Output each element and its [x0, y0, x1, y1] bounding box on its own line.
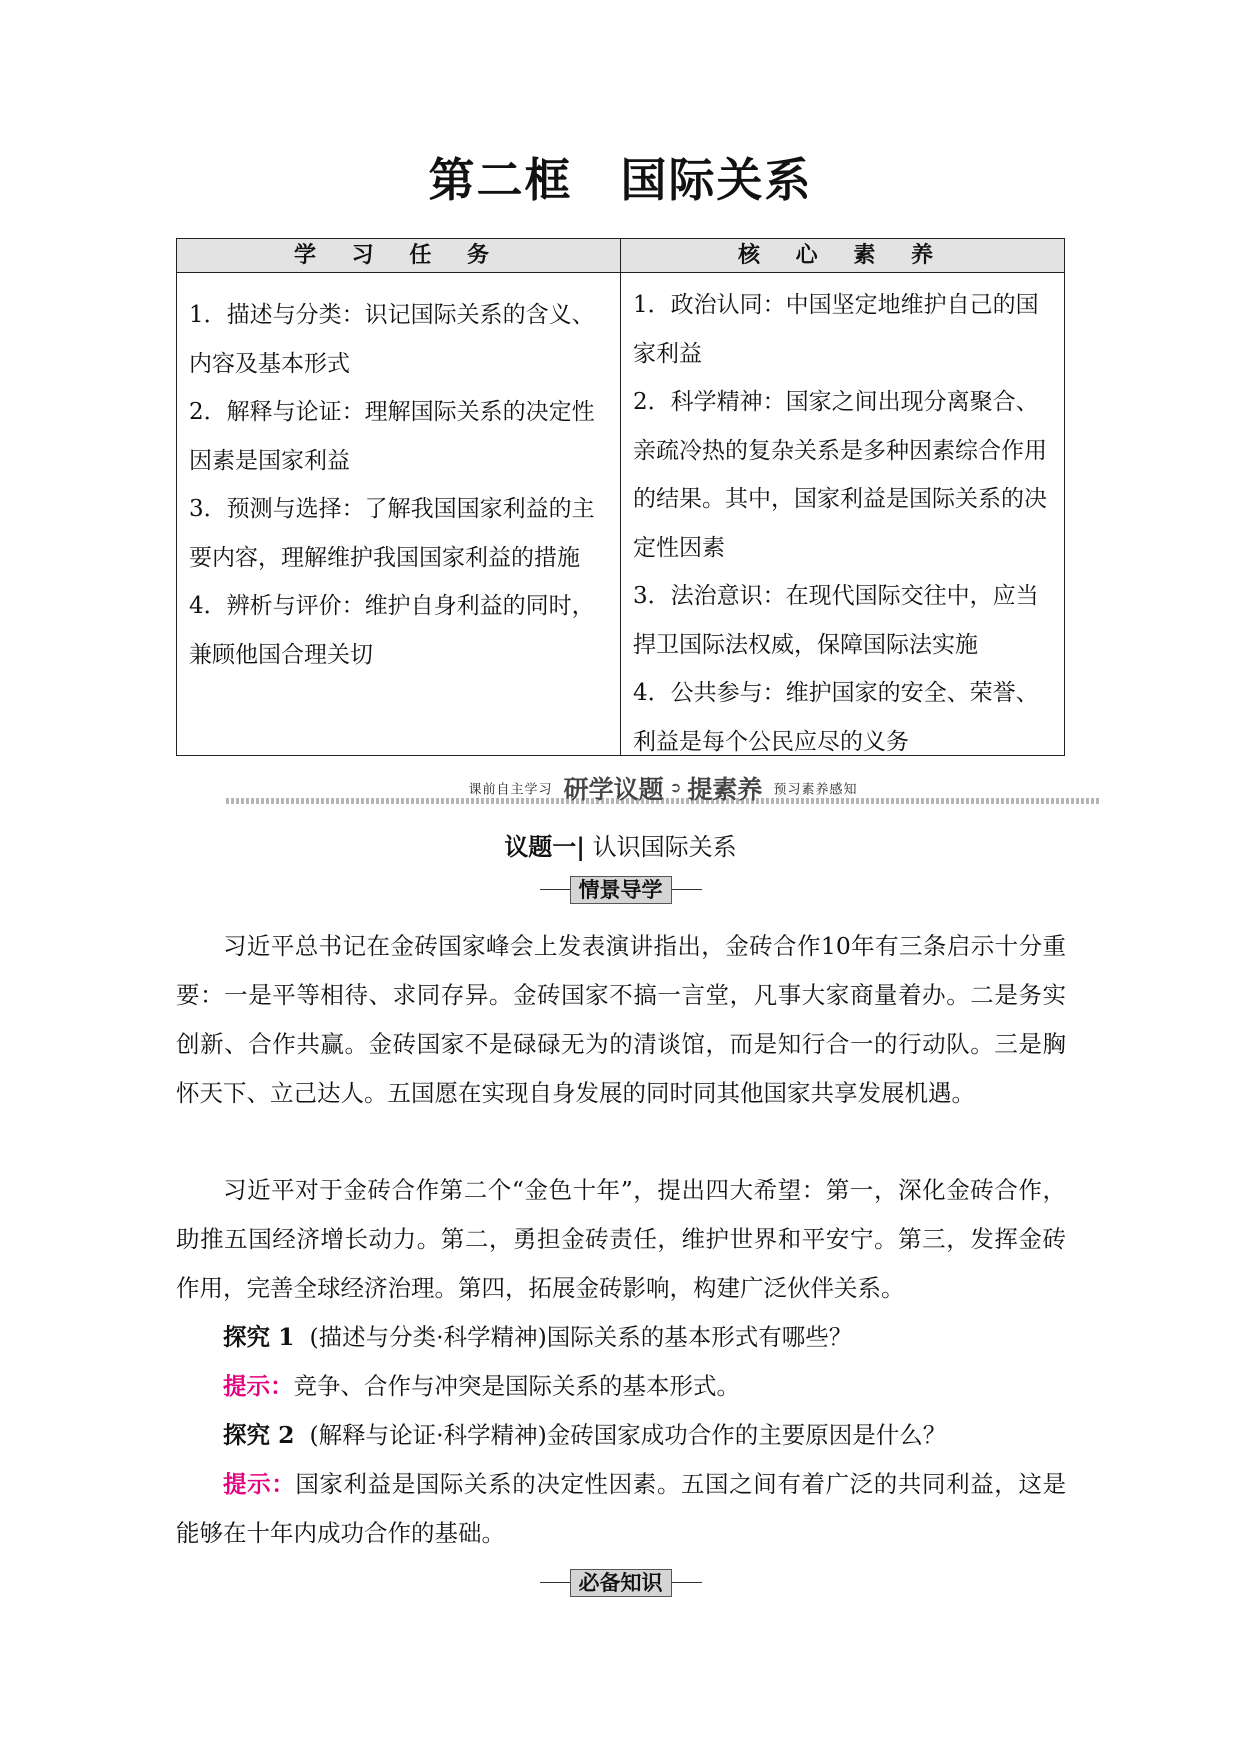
page-title: 第二框 国际关系	[428, 153, 813, 207]
core-literacy-column	[621, 273, 1064, 755]
learning-goals-table	[176, 238, 1065, 756]
badge-line-left	[540, 1582, 570, 1583]
question-label: 探究 2	[223, 1421, 295, 1449]
task-item: 4．辨析与评价：维护自身利益的同时，兼顾他国合理关切	[189, 593, 595, 668]
scenario-paragraph-1: 习近平总书记在金砖国家峰会上发表演讲指出，金砖合作10年有三条启示十分重要：一是平等相待、求同存异。金砖国家不搞一言堂，凡事大家商量着办。二是务实创新、合作共赢。金砖国家不是碌碌无为的清谈馆，而是知行合一的行动队。三是胸怀天下、立己达人。五国愿在实现自身发展的同时同其他国家共享发展机遇。	[176, 932, 1066, 1107]
scenario-badge	[0, 875, 1241, 905]
question-2	[176, 1411, 1066, 1460]
literacy-item: 4．公共参与：维护国家的安全、荣誉、利益是每个公民应尽的义务	[633, 680, 1039, 755]
literacy-item: 3．法治意识：在现代国际交往中，应当捍卫国际法权威，保障国际法实施	[633, 583, 1039, 658]
task-item: 2．解释与论证：理解国际关系的决定性因素是国家利益	[189, 399, 595, 474]
hint-1	[176, 1362, 1066, 1411]
header-core-literacy: 核 心 素 养	[738, 243, 947, 268]
band-left-caption: 课前自主学习	[468, 782, 553, 798]
band-main-right: 提素养	[687, 775, 763, 804]
hint-label: 提示：	[223, 1470, 296, 1498]
badge-line-right	[672, 1582, 702, 1583]
learning-tasks-column	[177, 273, 621, 755]
section-band	[226, 770, 1100, 804]
hint-text: 竞争、合作与冲突是国际关系的基本形式。	[293, 1372, 740, 1400]
question-label: 探究 1	[223, 1323, 295, 1351]
literacy-item: 2．科学精神：国家之间出现分离聚合、亲疏冷热的复杂关系是多种因素综合作用的结果。其中，国家利益是国际关系的决定性因素	[633, 389, 1047, 561]
hint-label: 提示：	[223, 1372, 294, 1400]
question-text: (解释与论证·科学精神)金砖国家成功合作的主要原因是什么？	[309, 1421, 947, 1449]
table-body	[177, 273, 1064, 755]
header-learning-tasks: 学 习 任 务	[177, 239, 621, 272]
hint-2	[176, 1460, 1066, 1558]
band-main-left: 研学议题	[563, 775, 664, 804]
task-item: 1．描述与分类：识记国际关系的含义、内容及基本形式	[189, 302, 595, 377]
band-right-caption: 预习素养感知	[773, 782, 858, 798]
topic-text: 认识国际关系	[592, 833, 737, 861]
question-text: (描述与分类·科学精神)国际关系的基本形式有哪些？	[309, 1323, 853, 1351]
topic-tag: 议题一|	[504, 832, 586, 861]
arrow-circle-icon: ➲	[669, 780, 682, 796]
badge-label: 情景导学	[570, 876, 672, 904]
badge-label: 必备知识	[570, 1569, 672, 1597]
topic-heading	[0, 832, 1241, 862]
badge-line-left	[540, 889, 570, 890]
hint-text: 国家利益是国际关系的决定性因素。五国之间有着广泛的共同利益，这是能够在十年内成功合作的基础。	[176, 1470, 1067, 1547]
literacy-item: 1．政治认同：中国坚定地维护自己的国家利益	[633, 292, 1039, 367]
badge-line-right	[672, 889, 702, 890]
table-header-row	[177, 239, 1064, 273]
task-item: 3．预测与选择：了解我国国家利益的主要内容，理解维护我国国家利益的措施	[189, 496, 595, 571]
knowledge-badge	[0, 1568, 1241, 1598]
scenario-paragraph-2: 习近平对于金砖合作第二个“金色十年”，提出四大希望：第一，深化金砖合作，助推五国经济增长动力。第二，勇担金砖责任，维护世界和平安宁。第三，发挥金砖作用，完善全球经济治理。第四，拓展金砖影响，构建广泛伙伴关系。	[176, 1176, 1066, 1302]
question-1	[176, 1313, 1066, 1362]
